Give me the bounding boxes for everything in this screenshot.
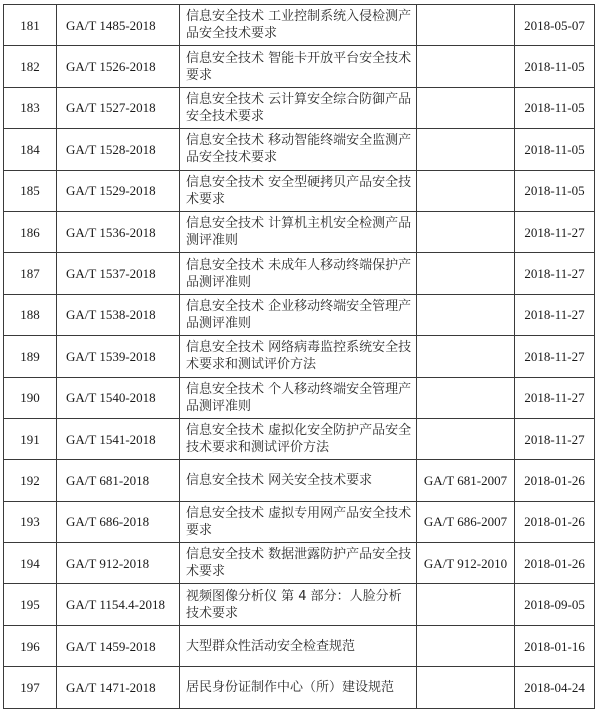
- standard-name-cell: 信息安全技术 网络病毒监控系统安全技术要求和测试评价方法: [180, 336, 417, 377]
- replaced-standard-cell: [417, 87, 515, 128]
- standard-name-cell: 信息安全技术 移动智能终端安全监测产品安全技术要求: [180, 129, 417, 170]
- table-row: [4, 87, 595, 128]
- standard-name-cell: 居民身份证制作中心（所）建设规范: [180, 667, 417, 708]
- standard-code-cell: GA/T 1537-2018: [57, 253, 180, 294]
- standard-name-cell: 信息安全技术 工业控制系统入侵检测产品安全技术要求: [180, 5, 417, 46]
- replaced-standard-cell: [417, 5, 515, 46]
- publish-date-cell: 2018-01-16: [515, 625, 595, 666]
- standard-name-cell: 信息安全技术 智能卡开放平台安全技术要求: [180, 46, 417, 87]
- publish-date-cell: 2018-11-05: [515, 170, 595, 211]
- standard-code-cell: GA/T 1485-2018: [57, 5, 180, 46]
- table-row: [4, 460, 595, 501]
- publish-date-cell: 2018-01-26: [515, 543, 595, 584]
- table-row: [4, 129, 595, 170]
- row-number-cell: 189: [4, 336, 57, 377]
- publish-date-cell: 2018-09-05: [515, 584, 595, 625]
- table-row: [4, 667, 595, 708]
- standard-code-cell: GA/T 1538-2018: [57, 294, 180, 335]
- standard-name-cell: 视频图像分析仪 第 4 部分：人脸分析技术要求: [180, 584, 417, 625]
- replaced-standard-cell: [417, 211, 515, 252]
- publish-date-cell: 2018-11-27: [515, 211, 595, 252]
- publish-date-cell: 2018-01-26: [515, 460, 595, 501]
- row-number-cell: 181: [4, 5, 57, 46]
- publish-date-cell: 2018-05-07: [515, 5, 595, 46]
- row-number-cell: 196: [4, 625, 57, 666]
- standard-name-cell: 大型群众性活动安全检查规范: [180, 625, 417, 666]
- table-row: [4, 5, 595, 46]
- table-row: [4, 625, 595, 666]
- row-number-cell: 191: [4, 418, 57, 459]
- replaced-standard-cell: [417, 46, 515, 87]
- row-number-cell: 188: [4, 294, 57, 335]
- replaced-standard-cell: [417, 418, 515, 459]
- publish-date-cell: 2018-01-26: [515, 501, 595, 542]
- replaced-standard-cell: [417, 294, 515, 335]
- table-body: [4, 5, 595, 709]
- standard-code-cell: GA/T 1471-2018: [57, 667, 180, 708]
- table-row: [4, 584, 595, 625]
- standard-code-cell: GA/T 1540-2018: [57, 377, 180, 418]
- standard-name-cell: 信息安全技术 企业移动终端安全管理产品测评准则: [180, 294, 417, 335]
- standard-name-cell: 信息安全技术 云计算安全综合防御产品安全技术要求: [180, 87, 417, 128]
- publish-date-cell: 2018-11-05: [515, 46, 595, 87]
- standard-code-cell: GA/T 1536-2018: [57, 211, 180, 252]
- table-row: [4, 46, 595, 87]
- standard-code-cell: GA/T 1526-2018: [57, 46, 180, 87]
- standards-table: [3, 4, 595, 709]
- row-number-cell: 184: [4, 129, 57, 170]
- publish-date-cell: 2018-11-27: [515, 377, 595, 418]
- standard-code-cell: GA/T 912-2018: [57, 543, 180, 584]
- standard-code-cell: GA/T 1529-2018: [57, 170, 180, 211]
- replaced-standard-cell: [417, 377, 515, 418]
- standard-code-cell: GA/T 681-2018: [57, 460, 180, 501]
- replaced-standard-cell: [417, 253, 515, 294]
- replaced-standard-cell: [417, 336, 515, 377]
- standard-code-cell: GA/T 686-2018: [57, 501, 180, 542]
- table-row: [4, 336, 595, 377]
- table-row: [4, 253, 595, 294]
- replaced-standard-cell: GA/T 912-2010: [417, 543, 515, 584]
- standard-code-cell: GA/T 1154.4-2018: [57, 584, 180, 625]
- standard-code-cell: GA/T 1541-2018: [57, 418, 180, 459]
- publish-date-cell: 2018-11-27: [515, 253, 595, 294]
- row-number-cell: 195: [4, 584, 57, 625]
- row-number-cell: 185: [4, 170, 57, 211]
- standard-code-cell: GA/T 1539-2018: [57, 336, 180, 377]
- standard-name-cell: 信息安全技术 个人移动终端安全管理产品测评准则: [180, 377, 417, 418]
- row-number-cell: 187: [4, 253, 57, 294]
- table-row: [4, 418, 595, 459]
- standard-name-cell: 信息安全技术 未成年人移动终端保护产品测评准则: [180, 253, 417, 294]
- publish-date-cell: 2018-04-24: [515, 667, 595, 708]
- row-number-cell: 183: [4, 87, 57, 128]
- table-row: [4, 501, 595, 542]
- replaced-standard-cell: [417, 625, 515, 666]
- standard-code-cell: GA/T 1527-2018: [57, 87, 180, 128]
- table-row: [4, 543, 595, 584]
- table-row: [4, 211, 595, 252]
- publish-date-cell: 2018-11-05: [515, 87, 595, 128]
- standard-name-cell: 信息安全技术 计算机主机安全检测产品测评准则: [180, 211, 417, 252]
- row-number-cell: 192: [4, 460, 57, 501]
- standard-code-cell: GA/T 1528-2018: [57, 129, 180, 170]
- replaced-standard-cell: GA/T 681-2007: [417, 460, 515, 501]
- row-number-cell: 193: [4, 501, 57, 542]
- publish-date-cell: 2018-11-05: [515, 129, 595, 170]
- table-row: [4, 377, 595, 418]
- table-row: [4, 294, 595, 335]
- standard-name-cell: 信息安全技术 数据泄露防护产品安全技术要求: [180, 543, 417, 584]
- row-number-cell: 194: [4, 543, 57, 584]
- replaced-standard-cell: [417, 667, 515, 708]
- publish-date-cell: 2018-11-27: [515, 336, 595, 377]
- table-row: [4, 170, 595, 211]
- publish-date-cell: 2018-11-27: [515, 418, 595, 459]
- standard-name-cell: 信息安全技术 安全型硬拷贝产品安全技术要求: [180, 170, 417, 211]
- replaced-standard-cell: GA/T 686-2007: [417, 501, 515, 542]
- standard-name-cell: 信息安全技术 虚拟专用网产品安全技术要求: [180, 501, 417, 542]
- standard-code-cell: GA/T 1459-2018: [57, 625, 180, 666]
- standard-name-cell: 信息安全技术 虚拟化安全防护产品安全技术要求和测试评价方法: [180, 418, 417, 459]
- replaced-standard-cell: [417, 129, 515, 170]
- row-number-cell: 186: [4, 211, 57, 252]
- replaced-standard-cell: [417, 170, 515, 211]
- row-number-cell: 197: [4, 667, 57, 708]
- standard-name-cell: 信息安全技术 网关安全技术要求: [180, 460, 417, 501]
- row-number-cell: 190: [4, 377, 57, 418]
- row-number-cell: 182: [4, 46, 57, 87]
- replaced-standard-cell: [417, 584, 515, 625]
- publish-date-cell: 2018-11-27: [515, 294, 595, 335]
